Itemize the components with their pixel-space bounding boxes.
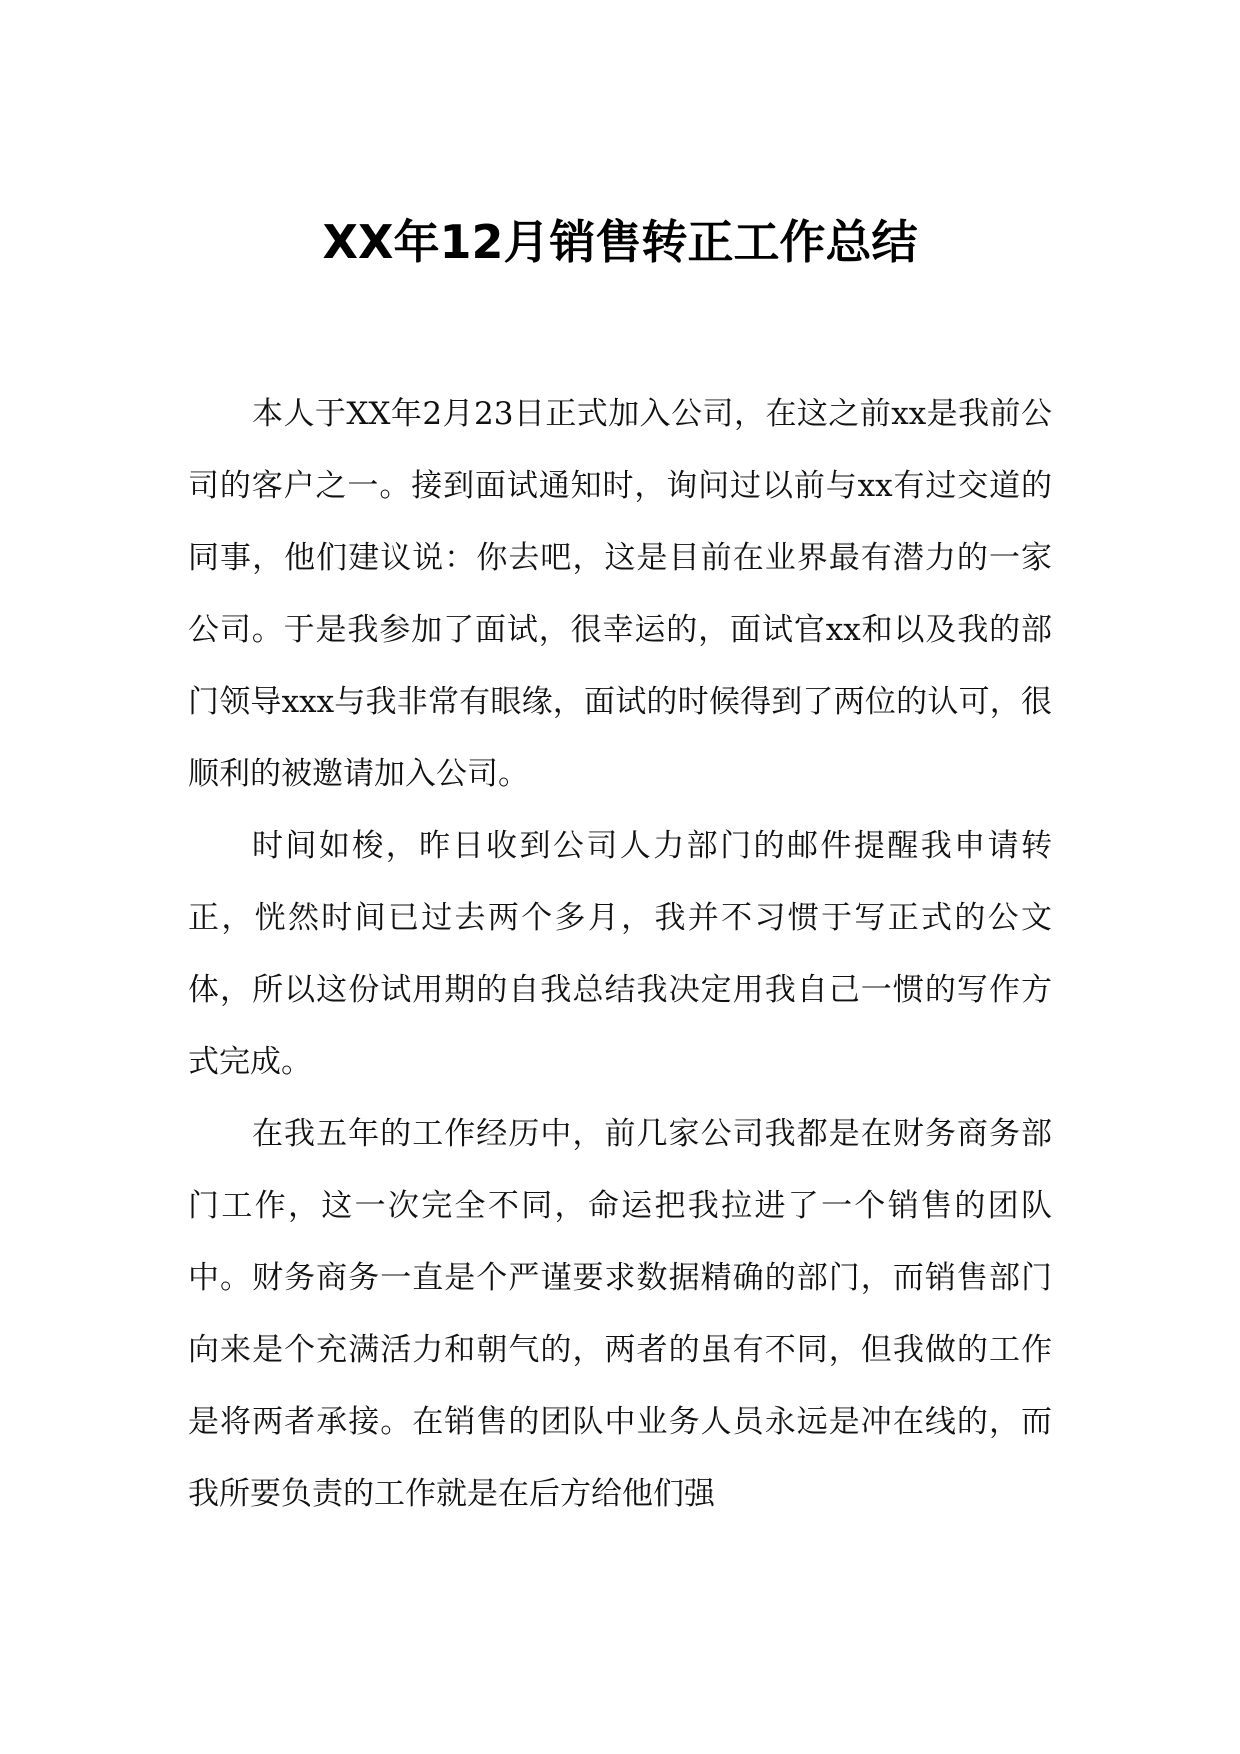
paragraph-2: 时间如梭，昨日收到公司人力部门的邮件提醒我申请转正，恍然时间已过去两个多月，我并不习惯于写正式的公文体，所以这份试用期的自我总结我决定用我自己一惯的写作方式完成。 [188, 828, 1052, 1080]
document-body [188, 378, 1052, 1530]
document-title: XX年12月销售转正工作总结 [322, 215, 918, 269]
paragraph-1: 本人于XX年2月23日正式加入公司，在这之前xx是我前公司的客户之一。接到面试通知时，询问过以前与xx有过交道的同事，他们建议说：你去吧，这是目前在业界最有潜力的一家公司。于是我参加了面试，很幸运的，面试官xx和以及我的部门领导xxx与我非常有眼缘，面试的时候得到了两位的认可，很顺利的被邀请加入公司。 [188, 396, 1052, 792]
paragraph-3: 在我五年的工作经历中，前几家公司我都是在财务商务部门工作，这一次完全不同，命运把我拉进了一个销售的团队中。财务商务一直是个严谨要求数据精确的部门，而销售部门向来是个充满活力和朝气的，两者的虽有不同，但我做的工作是将两者承接。在销售的团队中业务人员永远是冲在线的，而我所要负责的工作就是在后方给他们强 [188, 1116, 1052, 1512]
